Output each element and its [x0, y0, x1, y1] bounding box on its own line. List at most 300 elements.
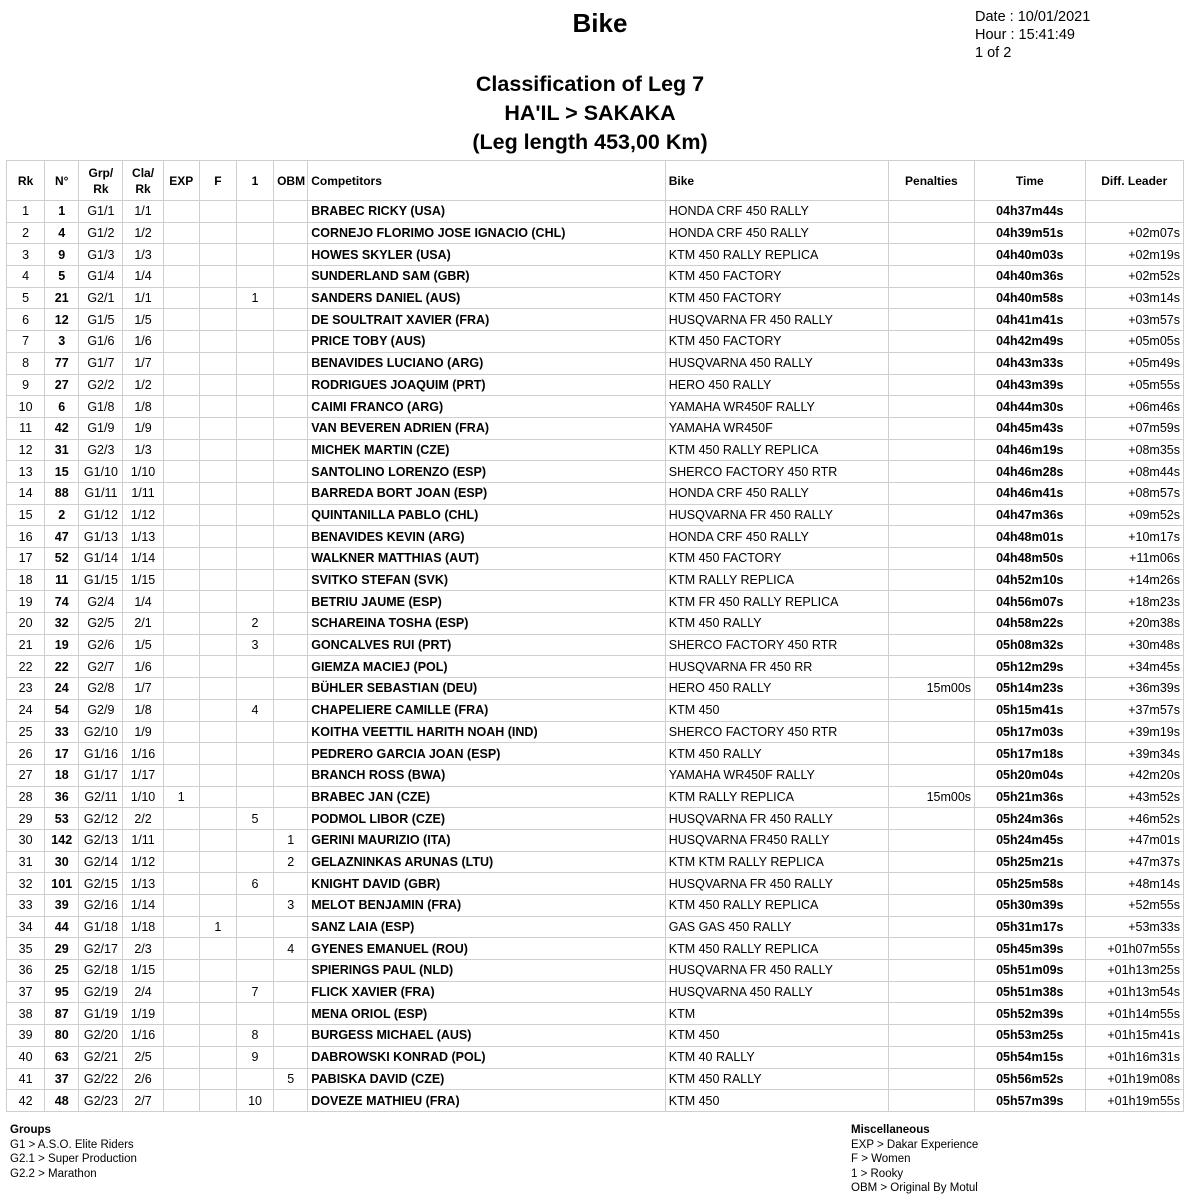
cell-exp — [163, 1003, 199, 1025]
cell-competitor: SANTOLINO LORENZO (ESP) — [308, 461, 666, 483]
leg-heading — [0, 70, 1180, 157]
cell-diff-leader: +05m05s — [1085, 331, 1183, 353]
table-row — [7, 439, 1184, 461]
cell-women — [199, 526, 236, 548]
cell-time: 04h45m43s — [975, 417, 1085, 439]
cell-rank: 35 — [7, 938, 45, 960]
cell-diff-leader: +39m19s — [1085, 721, 1183, 743]
cell-women — [199, 287, 236, 309]
leg-route: HA'IL > SAKAKA — [504, 101, 676, 125]
cell-rank: 37 — [7, 981, 45, 1003]
cell-penalties — [888, 526, 974, 548]
cell-rank: 7 — [7, 331, 45, 353]
cell-rooky — [236, 851, 273, 873]
cell-obm — [274, 461, 308, 483]
table-row — [7, 1025, 1184, 1047]
cell-diff-leader: +02m07s — [1085, 222, 1183, 244]
cell-competitor: SVITKO STEFAN (SVK) — [308, 569, 666, 591]
cell-group-rank: G1/12 — [79, 504, 123, 526]
cell-penalties — [888, 808, 974, 830]
cell-bike: KTM 450 FACTORY — [665, 548, 888, 570]
cell-time: 05h17m18s — [975, 743, 1085, 765]
cell-rank: 21 — [7, 634, 45, 656]
cell-time: 04h48m01s — [975, 526, 1085, 548]
cell-competitor: GIEMZA MACIEJ (POL) — [308, 656, 666, 678]
cell-exp — [163, 829, 199, 851]
cell-time: 04h46m41s — [975, 482, 1085, 504]
cell-rooky — [236, 417, 273, 439]
table-row — [7, 504, 1184, 526]
cell-penalties — [888, 743, 974, 765]
cell-women — [199, 851, 236, 873]
cell-time: 04h52m10s — [975, 569, 1085, 591]
cell-group-rank: G2/8 — [79, 678, 123, 700]
cell-exp — [163, 266, 199, 288]
cell-penalties — [888, 960, 974, 982]
cell-class-rank: 1/12 — [123, 851, 163, 873]
cell-time: 05h54m15s — [975, 1046, 1085, 1068]
cell-penalties — [888, 222, 974, 244]
cell-penalties — [888, 938, 974, 960]
cell-rooky — [236, 222, 273, 244]
cell-women — [199, 417, 236, 439]
cell-penalties — [888, 548, 974, 570]
cell-bike: HONDA CRF 450 RALLY — [665, 482, 888, 504]
cell-rooky — [236, 201, 273, 223]
table-row — [7, 699, 1184, 721]
cell-number: 27 — [45, 374, 79, 396]
cell-exp: 1 — [163, 786, 199, 808]
page-number: 1 of 2 — [975, 45, 1012, 61]
table-row — [7, 873, 1184, 895]
cell-rooky: 1 — [236, 287, 273, 309]
cell-bike: HERO 450 RALLY — [665, 374, 888, 396]
cell-number: 88 — [45, 482, 79, 504]
cell-competitor: BRABEC RICKY (USA) — [308, 201, 666, 223]
cell-group-rank: G1/7 — [79, 352, 123, 374]
table-row — [7, 743, 1184, 765]
cell-women — [199, 1068, 236, 1090]
cell-rooky — [236, 309, 273, 331]
cell-number: 77 — [45, 352, 79, 374]
cell-competitor: BETRIU JAUME (ESP) — [308, 591, 666, 613]
cell-obm: 3 — [274, 895, 308, 917]
cell-women — [199, 960, 236, 982]
table-row — [7, 916, 1184, 938]
cell-class-rank: 1/2 — [123, 222, 163, 244]
cell-time: 05h21m36s — [975, 786, 1085, 808]
cell-number: 18 — [45, 764, 79, 786]
cell-obm — [274, 1025, 308, 1047]
cell-rank: 14 — [7, 482, 45, 504]
col-women: F — [199, 161, 236, 201]
cell-group-rank: G2/3 — [79, 439, 123, 461]
cell-time: 04h40m03s — [975, 244, 1085, 266]
cell-class-rank: 2/5 — [123, 1046, 163, 1068]
cell-bike: HUSQVARNA 450 RALLY — [665, 352, 888, 374]
cell-penalties — [888, 287, 974, 309]
table-row — [7, 895, 1184, 917]
cell-women — [199, 482, 236, 504]
cell-penalties — [888, 916, 974, 938]
cell-women — [199, 938, 236, 960]
cell-rank: 17 — [7, 548, 45, 570]
cell-exp — [163, 764, 199, 786]
cell-number: 95 — [45, 981, 79, 1003]
cell-rooky — [236, 764, 273, 786]
cell-rank: 13 — [7, 461, 45, 483]
cell-class-rank: 1/8 — [123, 396, 163, 418]
cell-number: 12 — [45, 309, 79, 331]
cell-number: 21 — [45, 287, 79, 309]
cell-time: 05h17m03s — [975, 721, 1085, 743]
cell-class-rank: 1/6 — [123, 656, 163, 678]
cell-bike: HUSQVARNA FR450 RALLY — [665, 829, 888, 851]
cell-diff-leader: +43m52s — [1085, 786, 1183, 808]
cell-obm — [274, 439, 308, 461]
cell-diff-leader: +14m26s — [1085, 569, 1183, 591]
cell-rank: 1 — [7, 201, 45, 223]
cell-time: 05h24m45s — [975, 829, 1085, 851]
cell-time: 05h30m39s — [975, 895, 1085, 917]
cell-obm — [274, 721, 308, 743]
cell-penalties — [888, 309, 974, 331]
cell-group-rank: G1/18 — [79, 916, 123, 938]
cell-time: 05h25m21s — [975, 851, 1085, 873]
cell-obm — [274, 743, 308, 765]
cell-time: 05h52m39s — [975, 1003, 1085, 1025]
cell-rank: 10 — [7, 396, 45, 418]
cell-exp — [163, 721, 199, 743]
cell-exp — [163, 548, 199, 570]
cell-class-rank: 1/9 — [123, 417, 163, 439]
cell-diff-leader: +08m44s — [1085, 461, 1183, 483]
table-row — [7, 786, 1184, 808]
cell-competitor: PRICE TOBY (AUS) — [308, 331, 666, 353]
cell-bike: KTM 450 FACTORY — [665, 266, 888, 288]
cell-time: 05h51m09s — [975, 960, 1085, 982]
table-row — [7, 331, 1184, 353]
cell-exp — [163, 1068, 199, 1090]
cell-diff-leader: +08m57s — [1085, 482, 1183, 504]
cell-group-rank: G1/16 — [79, 743, 123, 765]
cell-number: 9 — [45, 244, 79, 266]
cell-exp — [163, 743, 199, 765]
cell-exp — [163, 873, 199, 895]
cell-exp — [163, 895, 199, 917]
cell-diff-leader: +10m17s — [1085, 526, 1183, 548]
cell-time: 05h25m58s — [975, 873, 1085, 895]
cell-group-rank: G2/19 — [79, 981, 123, 1003]
cell-rank: 26 — [7, 743, 45, 765]
cell-diff-leader: +47m37s — [1085, 851, 1183, 873]
cell-penalties — [888, 981, 974, 1003]
cell-class-rank: 1/4 — [123, 591, 163, 613]
cell-rooky — [236, 895, 273, 917]
cell-women — [199, 678, 236, 700]
cell-time: 04h43m33s — [975, 352, 1085, 374]
cell-group-rank: G1/1 — [79, 201, 123, 223]
table-row — [7, 526, 1184, 548]
cell-obm — [274, 287, 308, 309]
cell-competitor: HOWES SKYLER (USA) — [308, 244, 666, 266]
cell-bike: KTM 450 RALLY REPLICA — [665, 895, 888, 917]
cell-number: 53 — [45, 808, 79, 830]
cell-exp — [163, 244, 199, 266]
table-row — [7, 461, 1184, 483]
cell-rooky: 6 — [236, 873, 273, 895]
cell-penalties — [888, 482, 974, 504]
col-time: Time — [975, 161, 1085, 201]
cell-bike: HUSQVARNA FR 450 RALLY — [665, 808, 888, 830]
cell-bike: GAS GAS 450 RALLY — [665, 916, 888, 938]
cell-class-rank: 1/16 — [123, 1025, 163, 1047]
cell-women — [199, 504, 236, 526]
cell-women — [199, 244, 236, 266]
cell-rank: 16 — [7, 526, 45, 548]
col-penalties: Penalties — [888, 161, 974, 201]
cell-rooky — [236, 461, 273, 483]
cell-class-rank: 1/15 — [123, 960, 163, 982]
cell-obm: 5 — [274, 1068, 308, 1090]
cell-competitor: FLICK XAVIER (FRA) — [308, 981, 666, 1003]
cell-class-rank: 2/2 — [123, 808, 163, 830]
cell-diff-leader: +01h07m55s — [1085, 938, 1183, 960]
cell-penalties — [888, 721, 974, 743]
cell-obm: 4 — [274, 938, 308, 960]
cell-diff-leader: +01h13m25s — [1085, 960, 1183, 982]
cell-women — [199, 309, 236, 331]
cell-bike: HUSQVARNA FR 450 RR — [665, 656, 888, 678]
cell-class-rank: 1/16 — [123, 743, 163, 765]
table-row — [7, 678, 1184, 700]
cell-rooky — [236, 591, 273, 613]
col-diff-leader: Diff. Leader — [1085, 161, 1183, 201]
cell-rank: 42 — [7, 1090, 45, 1112]
cell-rooky — [236, 482, 273, 504]
cell-obm — [274, 1090, 308, 1112]
cell-obm — [274, 1046, 308, 1068]
cell-rooky: 10 — [236, 1090, 273, 1112]
cell-time: 05h24m36s — [975, 808, 1085, 830]
cell-group-rank: G1/3 — [79, 244, 123, 266]
cell-group-rank: G2/14 — [79, 851, 123, 873]
cell-women — [199, 222, 236, 244]
table-row — [7, 352, 1184, 374]
cell-competitor: PEDRERO GARCIA JOAN (ESP) — [308, 743, 666, 765]
cell-time: 04h39m51s — [975, 222, 1085, 244]
cell-women — [199, 1046, 236, 1068]
cell-class-rank: 1/5 — [123, 309, 163, 331]
groups-legend-item: G2.2 > Marathon — [10, 1167, 97, 1180]
cell-class-rank: 1/18 — [123, 916, 163, 938]
cell-competitor: MENA ORIOL (ESP) — [308, 1003, 666, 1025]
cell-rooky — [236, 721, 273, 743]
cell-competitor: SANDERS DANIEL (AUS) — [308, 287, 666, 309]
cell-diff-leader: +08m35s — [1085, 439, 1183, 461]
cell-exp — [163, 699, 199, 721]
cell-diff-leader: +03m57s — [1085, 309, 1183, 331]
cell-group-rank: G1/11 — [79, 482, 123, 504]
cell-diff-leader: +46m52s — [1085, 808, 1183, 830]
cell-diff-leader: +42m20s — [1085, 764, 1183, 786]
table-row — [7, 613, 1184, 635]
misc-legend-item: EXP > Dakar Experience — [851, 1138, 979, 1151]
misc-legend-title: Miscellaneous — [851, 1124, 930, 1136]
cell-penalties: 15m00s — [888, 678, 974, 700]
report-hour: Hour : 15:41:49 — [975, 27, 1075, 43]
cell-class-rank: 2/3 — [123, 938, 163, 960]
cell-group-rank: G2/1 — [79, 287, 123, 309]
cell-number: 24 — [45, 678, 79, 700]
cell-rooky — [236, 656, 273, 678]
cell-bike: HERO 450 RALLY — [665, 678, 888, 700]
cell-number: 25 — [45, 960, 79, 982]
cell-bike: KTM 450 RALLY — [665, 743, 888, 765]
cell-rank: 4 — [7, 266, 45, 288]
table-row — [7, 1068, 1184, 1090]
cell-time: 05h08m32s — [975, 634, 1085, 656]
cell-exp — [163, 656, 199, 678]
cell-competitor: DABROWSKI KONRAD (POL) — [308, 1046, 666, 1068]
cell-obm — [274, 266, 308, 288]
cell-obm — [274, 548, 308, 570]
cell-women — [199, 331, 236, 353]
cell-bike: HUSQVARNA 450 RALLY — [665, 981, 888, 1003]
cell-bike: KTM 40 RALLY — [665, 1046, 888, 1068]
cell-class-rank: 1/19 — [123, 1003, 163, 1025]
cell-penalties — [888, 1046, 974, 1068]
cell-time: 04h48m50s — [975, 548, 1085, 570]
cell-rank: 19 — [7, 591, 45, 613]
cell-competitor: SANZ LAIA (ESP) — [308, 916, 666, 938]
cell-obm — [274, 482, 308, 504]
cell-rooky: 5 — [236, 808, 273, 830]
cell-group-rank: G2/16 — [79, 895, 123, 917]
cell-rank: 22 — [7, 656, 45, 678]
cell-class-rank: 2/6 — [123, 1068, 163, 1090]
cell-group-rank: G2/20 — [79, 1025, 123, 1047]
cell-bike: KTM 450 — [665, 1090, 888, 1112]
cell-diff-leader: +01h15m41s — [1085, 1025, 1183, 1047]
cell-women — [199, 1003, 236, 1025]
cell-rooky — [236, 548, 273, 570]
cell-penalties — [888, 1090, 974, 1112]
cell-penalties — [888, 417, 974, 439]
cell-number: 22 — [45, 656, 79, 678]
cell-number: 101 — [45, 873, 79, 895]
cell-obm — [274, 808, 308, 830]
cell-competitor: BRANCH ROSS (BWA) — [308, 764, 666, 786]
cell-competitor: GERINI MAURIZIO (ITA) — [308, 829, 666, 851]
cell-obm — [274, 569, 308, 591]
cell-number: 87 — [45, 1003, 79, 1025]
cell-rank: 38 — [7, 1003, 45, 1025]
cell-women — [199, 829, 236, 851]
cell-rooky — [236, 569, 273, 591]
cell-time: 04h37m44s — [975, 201, 1085, 223]
table-row — [7, 808, 1184, 830]
cell-bike: KTM 450 RALLY REPLICA — [665, 439, 888, 461]
cell-number: 33 — [45, 721, 79, 743]
cell-diff-leader: +02m52s — [1085, 266, 1183, 288]
cell-group-rank: G2/9 — [79, 699, 123, 721]
cell-rank: 40 — [7, 1046, 45, 1068]
cell-obm — [274, 396, 308, 418]
cell-obm — [274, 591, 308, 613]
cell-class-rank: 1/10 — [123, 461, 163, 483]
cell-exp — [163, 504, 199, 526]
cell-group-rank: G1/19 — [79, 1003, 123, 1025]
cell-bike: KTM RALLY REPLICA — [665, 569, 888, 591]
table-row — [7, 938, 1184, 960]
cell-time: 04h43m39s — [975, 374, 1085, 396]
cell-competitor: CHAPELIERE CAMILLE (FRA) — [308, 699, 666, 721]
cell-class-rank: 1/4 — [123, 266, 163, 288]
cell-bike: HUSQVARNA FR 450 RALLY — [665, 309, 888, 331]
cell-exp — [163, 287, 199, 309]
cell-diff-leader: +36m39s — [1085, 678, 1183, 700]
cell-number: 44 — [45, 916, 79, 938]
cell-number: 48 — [45, 1090, 79, 1112]
cell-group-rank: G2/6 — [79, 634, 123, 656]
cell-rooky — [236, 829, 273, 851]
cell-obm — [274, 374, 308, 396]
cell-diff-leader: +01h13m54s — [1085, 981, 1183, 1003]
cell-exp — [163, 309, 199, 331]
table-row — [7, 548, 1184, 570]
cell-exp — [163, 613, 199, 635]
cell-diff-leader: +07m59s — [1085, 417, 1183, 439]
cell-group-rank: G1/6 — [79, 331, 123, 353]
cell-number: 39 — [45, 895, 79, 917]
cell-penalties — [888, 613, 974, 635]
cell-number: 29 — [45, 938, 79, 960]
cell-competitor: BÜHLER SEBASTIAN (DEU) — [308, 678, 666, 700]
cell-class-rank: 1/1 — [123, 287, 163, 309]
cell-competitor: QUINTANILLA PABLO (CHL) — [308, 504, 666, 526]
cell-obm — [274, 352, 308, 374]
cell-rank: 36 — [7, 960, 45, 982]
cell-rank: 9 — [7, 374, 45, 396]
cell-bike: YAMAHA WR450F RALLY — [665, 396, 888, 418]
cell-group-rank: G1/8 — [79, 396, 123, 418]
cell-number: 17 — [45, 743, 79, 765]
cell-number: 6 — [45, 396, 79, 418]
cell-rank: 23 — [7, 678, 45, 700]
table-row — [7, 569, 1184, 591]
cell-rank: 8 — [7, 352, 45, 374]
cell-competitor: DOVEZE MATHIEU (FRA) — [308, 1090, 666, 1112]
cell-exp — [163, 1025, 199, 1047]
cell-obm — [274, 331, 308, 353]
cell-penalties — [888, 374, 974, 396]
misc-legend — [851, 1123, 978, 1196]
cell-exp — [163, 222, 199, 244]
cell-class-rank: 1/1 — [123, 201, 163, 223]
cell-diff-leader: +30m48s — [1085, 634, 1183, 656]
cell-obm — [274, 764, 308, 786]
cell-obm — [274, 504, 308, 526]
cell-time: 04h58m22s — [975, 613, 1085, 635]
table-row — [7, 374, 1184, 396]
col-number: N° — [45, 161, 79, 201]
cell-competitor: GONCALVES RUI (PRT) — [308, 634, 666, 656]
cell-number: 30 — [45, 851, 79, 873]
col-class-rank — [123, 161, 163, 201]
cell-competitor: SCHAREINA TOSHA (ESP) — [308, 613, 666, 635]
cell-class-rank: 1/8 — [123, 699, 163, 721]
